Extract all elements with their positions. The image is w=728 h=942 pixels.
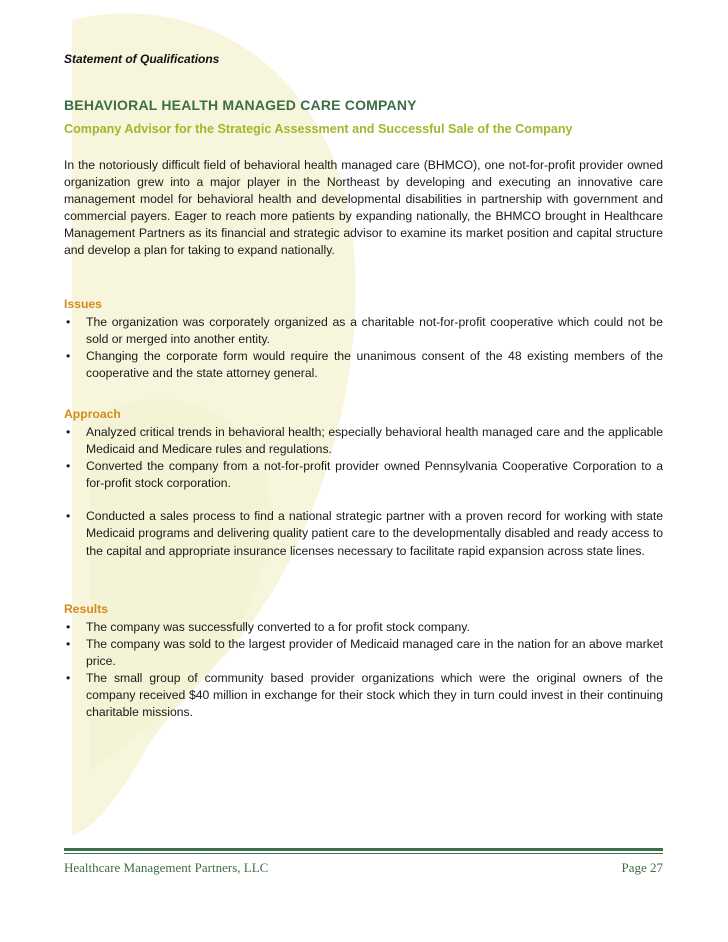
- bullet-icon: •: [66, 349, 71, 364]
- bullet-icon: •: [66, 637, 71, 652]
- list-item: • Analyzed critical trends in behavioral health; especially behavioral health managed care and the applicable Medicaid and Medicare rules and regulations.: [66, 425, 663, 457]
- list-item: • Converted the company from a not-for-profit provider owned Pennsylvania Cooperative Corporation to a for-profit stock corporation.: [66, 459, 663, 491]
- list-item: • Conducted a sales process to find a national strategic partner with a proven record for working with state Medicaid programs and delivering quality patient care to the developmentally disabled and ready access to the capital and appropriate insurance licenses necessary to facilitate rapid expansion across state lines.: [66, 509, 663, 558]
- case-title: BEHAVIORAL HEALTH MANAGED CARE COMPANY: [64, 97, 417, 113]
- page-header: Statement of Qualifications: [64, 52, 220, 66]
- bullet-icon: •: [66, 671, 71, 686]
- issues-heading: Issues: [64, 297, 102, 311]
- list-item: • The organization was corporately organized as a charitable not-for-profit cooperative which could not be sold or merged into another entity.: [66, 315, 663, 347]
- bullet-icon: •: [66, 425, 71, 439]
- list-item: • The company was sold to the largest provider of Medicaid managed care in the nation for an above market price.: [66, 637, 663, 669]
- case-subtitle: Company Advisor for the Strategic Assessment and Successful Sale of the Company: [64, 122, 573, 136]
- issues-list: [64, 314, 663, 382]
- approach-heading: Approach: [64, 407, 121, 421]
- footer-divider-thin: [64, 853, 663, 854]
- list-item: • Changing the corporate form would require the unanimous consent of the 48 existing members of the cooperative and the state attorney general.: [66, 349, 663, 381]
- bullet-icon: •: [66, 509, 71, 524]
- list-item: • The small group of community based provider organizations which were the original owners of the company received $40 million in exchange for their stock which they in turn could invest in their continuing charitable missions.: [66, 671, 663, 720]
- intro-paragraph: In the notoriously difficult field of behavioral health managed care (BHMCO), one not-for-profit provider owned organization grew into a major player in the Northeast by developing and executing an innovative care management model for behavioral health and developmental disabilities in partnership with government and commercial payers. Eager to reach more patients by expanding nationally, the BHMCO brought in Healthcare Management Partners as its financial and strategic advisor to examine its market position and capital structure and develop a plan for taking to expand nationally.: [64, 158, 663, 258]
- results-heading: Results: [64, 602, 109, 616]
- footer-company: Healthcare Management Partners, LLC: [64, 860, 269, 875]
- footer-divider: [64, 848, 663, 851]
- list-item: • The company was successfully converted to a for profit stock company.: [64, 619, 663, 636]
- bullet-icon: •: [66, 620, 71, 634]
- results-list: [64, 619, 663, 722]
- bullet-icon: •: [66, 459, 71, 474]
- bullet-icon: •: [66, 315, 71, 329]
- approach-list: [64, 424, 663, 560]
- footer-page-number: Page 27: [621, 860, 663, 875]
